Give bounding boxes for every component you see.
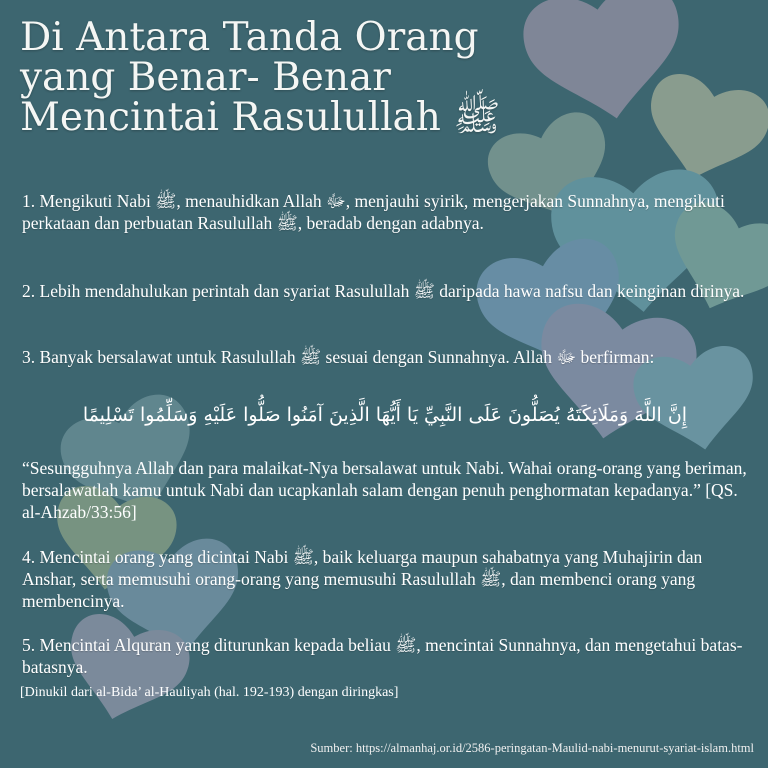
list-item-4: 4. Mencintai orang yang dicintai Nabi ﷺ, baik keluarga maupun sahabatnya yang Muhajirin dan Anshar, serta memusuhi orang-orang yang memusuhi Rasulullah ﷺ, dan membenci orang yang membencinya. — [22, 547, 703, 611]
reference-citation: [Dinukil dari al-Bida’ al-Hauliyah (hal. 192-193) dengan diringkas] — [20, 685, 399, 700]
source-link[interactable]: Sumber: https://almanhaj.or.id/2586-peringatan-Maulid-nabi-menurut-syariat-islam.html — [310, 741, 754, 755]
list-item-2: 2. Lebih mendahulukan perintah dan syariat Rasulullah ﷺ daripada hawa nafsu dan keinginan dirinya. — [22, 281, 745, 301]
page-title — [20, 15, 640, 140]
title-line-1: Di Antara Tanda Orang — [20, 15, 479, 60]
list-item-5: 5. Mencintai Alquran yang diturunkan kepada beliau ﷺ, mencintai Sunnahnya, dan mengetahui batas-batasnya. — [22, 635, 743, 677]
list-item-1: 1. Mengikuti Nabi ﷺ, menauhidkan Allah ﷻ, menjauhi syirik, mengerjakan Sunnahnya, mengikuti perkataan dan perbuatan Rasulullah ﷺ, beradab dengan adabnya. — [22, 191, 725, 233]
verse-translation: “Sesungguhnya Allah dan para malaikat-Nya bersalawat untuk Nabi. Wahai orang-orang yang beriman, bersalawatlah kamu untuk Nabi dan ucapkanlah salam dengan penuh penghormatan kepadanya.” [QS. al-Ahzab/33:56] — [22, 458, 747, 522]
list-item-3: 3. Banyak bersalawat untuk Rasulullah ﷺ sesuai dengan Sunnahnya. Allah ﷻ berfirman: — [22, 347, 655, 367]
title-line-2: yang Benar- Benar — [20, 55, 391, 100]
quran-verse-arabic: إِنَّ اللَّهَ وَمَلَائِكَتَهُ يُصَلُّونَ عَلَى النَّبِيِّ يَا أَيُّهَا الَّذِينَ آمَنُوا صَلُّوا عَلَيْهِ وَسَلِّمُوا تَسْلِيمًا — [82, 404, 688, 426]
title-line-3: Mencintai Rasulullah ﷺ — [20, 95, 501, 140]
